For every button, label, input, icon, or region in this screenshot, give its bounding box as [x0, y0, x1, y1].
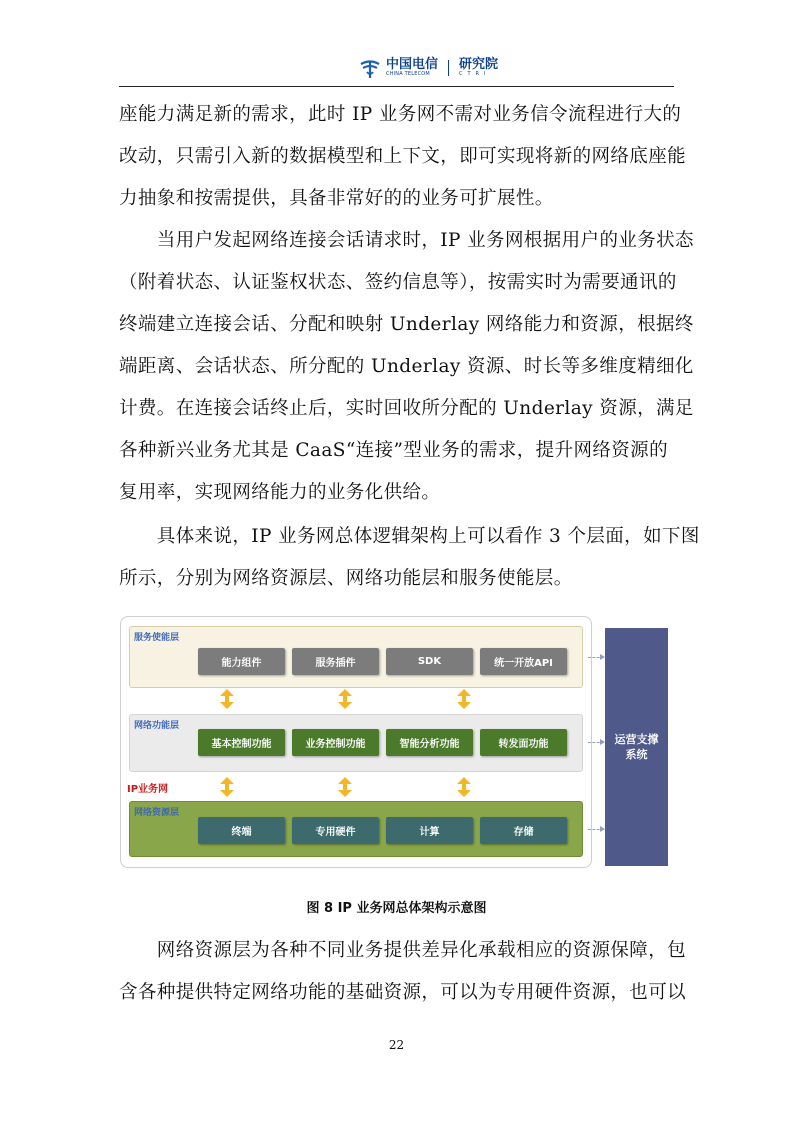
text-line: 终端建立连接会话、分配和映射 Underlay 网络能力和资源，根据终: [119, 314, 694, 335]
text-line: （附着状态、认证鉴权状态、签约信息等），按需实时为需要通讯的: [119, 272, 677, 293]
service-enable-layer: [129, 626, 583, 688]
function-item-box: 业务控制功能: [292, 729, 379, 756]
institute-name-en: CTRI: [458, 71, 491, 77]
institute-name-cn: 研究院: [458, 57, 498, 72]
service-item-box: 能力组件: [198, 648, 285, 675]
text-line: 复用率，实现网络能力的业务化供给。: [119, 482, 441, 503]
paragraph-2: [119, 220, 694, 514]
ip-network-architecture-diagram: [120, 616, 592, 868]
double-arrow-icon: [457, 777, 471, 797]
china-telecom-logo: [358, 56, 498, 80]
double-arrow-icon: [220, 689, 234, 709]
function-layer-label: 网络功能层: [134, 721, 180, 731]
paragraph-4: [119, 930, 687, 1014]
ops-support-system-box: [605, 628, 668, 866]
text-line: 含各种提供特定网络功能的基础资源，可以为专用硬件资源，也可以: [119, 982, 687, 1003]
company-name-cn: 中国电信: [385, 57, 438, 72]
resource-item-box: 终端: [198, 817, 285, 844]
resource-item-box: 存储: [480, 817, 567, 844]
company-name-en: CHINA TELECOM: [385, 71, 430, 77]
text-line: 座能力满足新的需求，此时 IP 业务网不需对业务信令流程进行大的: [119, 104, 682, 125]
double-arrow-icon: [338, 689, 352, 709]
page-number: 22: [388, 1038, 405, 1052]
service-layer-label: 服务使能层: [134, 633, 180, 643]
paragraph-1: [119, 94, 687, 220]
double-arrow-icon: [220, 777, 234, 797]
text-line: 当用户发起网络连接会话请求时，IP 业务网根据用户的业务状态: [119, 230, 694, 251]
figure-caption: 图 8 IP 业务网总体架构示意图: [306, 901, 487, 916]
resource-item-box: 计算: [386, 817, 473, 844]
service-item-box: 服务插件: [292, 648, 379, 675]
double-arrow-icon: [338, 777, 352, 797]
service-item-box: 统一开放API: [480, 648, 567, 675]
text-line: 所示，分别为网络资源层、网络功能层和服务使能层。: [119, 568, 573, 589]
ip-network-label: IP业务网: [127, 784, 169, 795]
text-line: 具体来说，IP 业务网总体逻辑架构上可以看作 3 个层面，如下图: [119, 526, 700, 547]
text-line: 网络资源层为各种不同业务提供差异化承载相应的资源保障，包: [119, 940, 687, 961]
ops-support-system-label: 运营支撑系统: [614, 733, 659, 761]
function-item-box: 基本控制功能: [198, 729, 285, 756]
function-item-box: 智能分析功能: [386, 729, 473, 756]
double-arrow-icon: [457, 689, 471, 709]
network-function-layer: [129, 714, 583, 772]
network-resource-layer: [129, 801, 583, 857]
china-telecom-logo-icon: [358, 56, 382, 80]
paragraph-3: [119, 516, 700, 600]
text-line: 改动，只需引入新的数据模型和上下文，即可实现将新的网络底座能: [119, 146, 687, 167]
service-item-box: SDK: [386, 648, 473, 675]
logo-divider: [448, 60, 449, 76]
resource-item-box: 专用硬件: [292, 817, 379, 844]
text-line: 各种新兴业务尤其是 CaaS“连接”型业务的需求，提升网络资源的: [119, 440, 668, 461]
text-line: 力抽象和按需提供，具备非常好的的业务可扩展性。: [119, 188, 554, 209]
text-line: 计费。在连接会话终止后，实时回收所分配的 Underlay 资源，满足: [119, 398, 694, 419]
page-header: [119, 50, 674, 87]
function-item-box: 转发面功能: [480, 729, 567, 756]
resource-layer-label: 网络资源层: [134, 808, 180, 818]
text-line: 端距离、会话状态、所分配的 Underlay 资源、时长等多维度精细化: [119, 356, 694, 377]
